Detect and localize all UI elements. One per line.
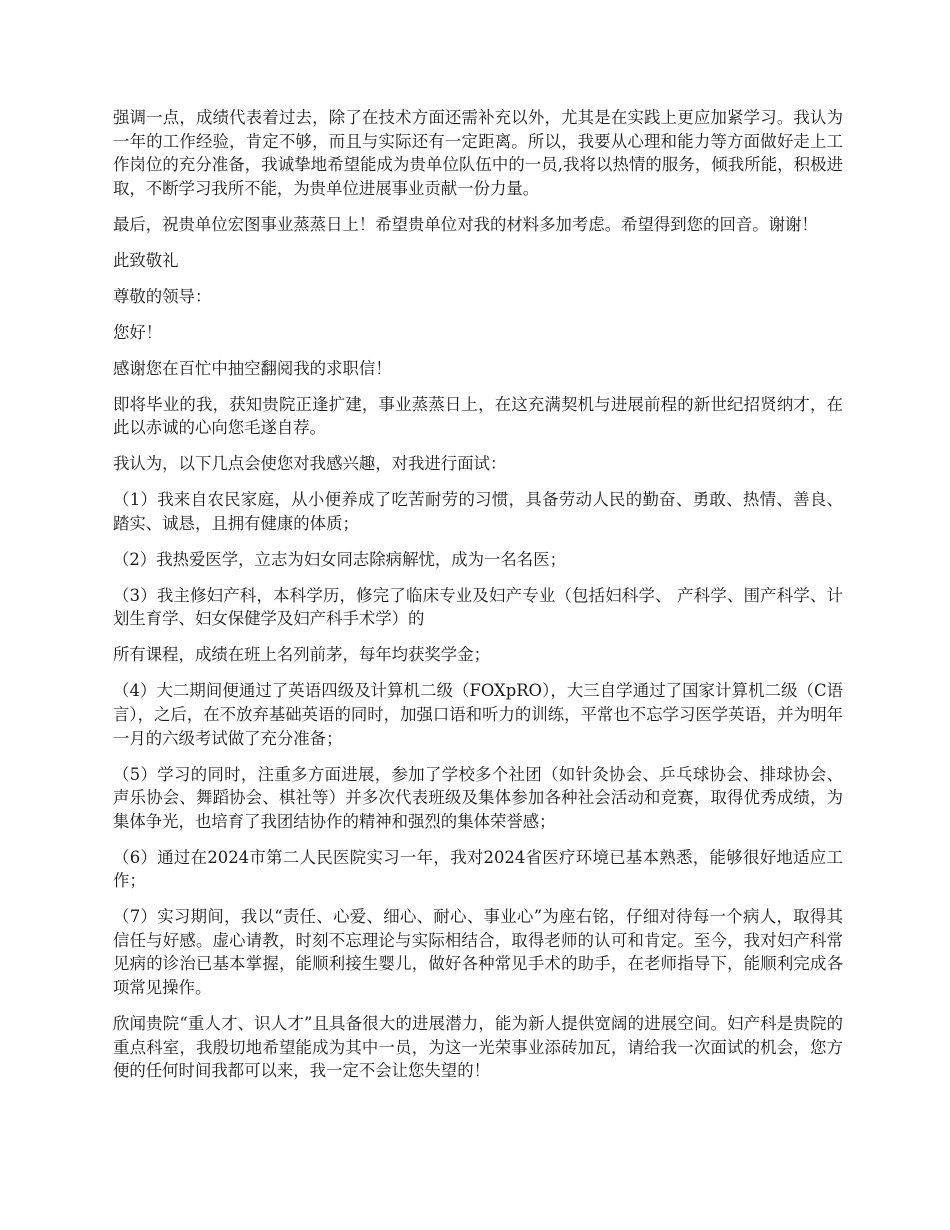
paragraph-point-7: （7）实习期间，我以“责任、心爱、细心、耐心、事业心”为座右铭，仔细对待每一个病人，取得其信任与好感。虚心请教，时刻不忘理论与实际相结合，取得老师的认可和肯定。至今，我对妇产科常见病的诊治已基本掌握，能顺利接生婴儿，做好各种常见手术的助手，在老师指导下，能顺利完成各项常见操作。: [113, 907, 843, 998]
paragraph-point-3: （3）我主修妇产科，本科学历，修完了临床专业及妇产专业（包括妇科学、 产科学、围产科学、计划生育学、妇女保健学及妇产科手术学）的: [113, 585, 843, 629]
paragraph-point-4: （4）大二期间便通过了英语四级及计算机二级（FOXpRO），大三自学通过了国家计算机二级（C语言），之后，在不放弃基础英语的同时，加强口语和听力的训练，平常也不忘学习医学英语，并为明年一月的六级考试做了充分准备；: [113, 681, 843, 748]
paragraph-point-1: （1）我来自农民家庭，从小便养成了吃苦耐劳的习惯，具备劳动人民的勤奋、勇敢、热情、善良、踏实、诚恳，且拥有健康的体质；: [113, 490, 843, 533]
paragraph-points-intro: 我认为，以下几点会使您对我感兴趣，对我进行面试：: [113, 454, 507, 474]
document-body: [113, 106, 843, 1095]
paragraph-greeting: 尊敬的领导：: [113, 286, 212, 306]
paragraph-point-3-continued: 所有课程，成绩在班上名列前茅，每年均获奖学金；: [113, 645, 490, 665]
paragraph-point-2: （2）我热爱医学，立志为妇女同志除病解忧，成为一名名医；: [113, 549, 566, 569]
paragraph-final-wishes: 最后，祝贵单位宏图事业蒸蒸日上！希望贵单位对我的材料多加考虑。希望得到您的回音。谢谢！: [113, 214, 818, 234]
paragraph-intro: 即将毕业的我，获知贵院正逢扩建，事业蒸蒸日上，在这充满契机与进展前程的新世纪招贤纳才，在此以赤诚的心向您毛遂自荐。: [113, 394, 843, 438]
paragraph-salutation-close: 此致敬礼: [113, 250, 179, 270]
paragraph-hello: 您好！: [113, 322, 163, 342]
paragraph-closing-emphasis: 强调一点，成绩代表着过去，除了在技术方面还需补充以外，尤其是在实践上更应加紧学习。我认为一年的工作经验，肯定不够，而且与实际还有一定距离。所以，我要从心理和能力等方面做好走上工作岗位的充分准备，我诚挚地希望能成为贵单位队伍中的一员,我将以热情的服务，倾我所能，积极进取，不断学习我所不能，为贵单位进展事业贡献一份力量。: [113, 108, 843, 198]
paragraph-conclusion: 欣闻贵院“重人才、识人才”且具备很大的进展潜力，能为新人提供宽阔的进展空间。妇产科是贵院的重点科室，我殷切地希望能成为其中一员，为这一光荣事业添砖加瓦，请给我一次面试的机会，您方便的任何时间我都可以来，我一定不会让您失望的！: [113, 1014, 843, 1081]
paragraph-point-5: （5）学习的同时，注重多方面进展，参加了学校多个社团（如针灸协会、乒乓球协会、排球协会、声乐协会、舞蹈协会、棋社等）并多次代表班级及集体参加各种社会活动和竞赛，取得优秀成绩，为集体争光，也培育了我团结协作的精神和强烈的集体荣誉感；: [113, 764, 843, 831]
paragraph-thanks: 感谢您在百忙中抽空翻阅我的求职信！: [113, 358, 392, 378]
paragraph-point-6: （6）通过在2024市第二人民医院实习一年，我对2024省医疗环境已基本熟悉，能够很好地适应工作；: [113, 847, 843, 891]
